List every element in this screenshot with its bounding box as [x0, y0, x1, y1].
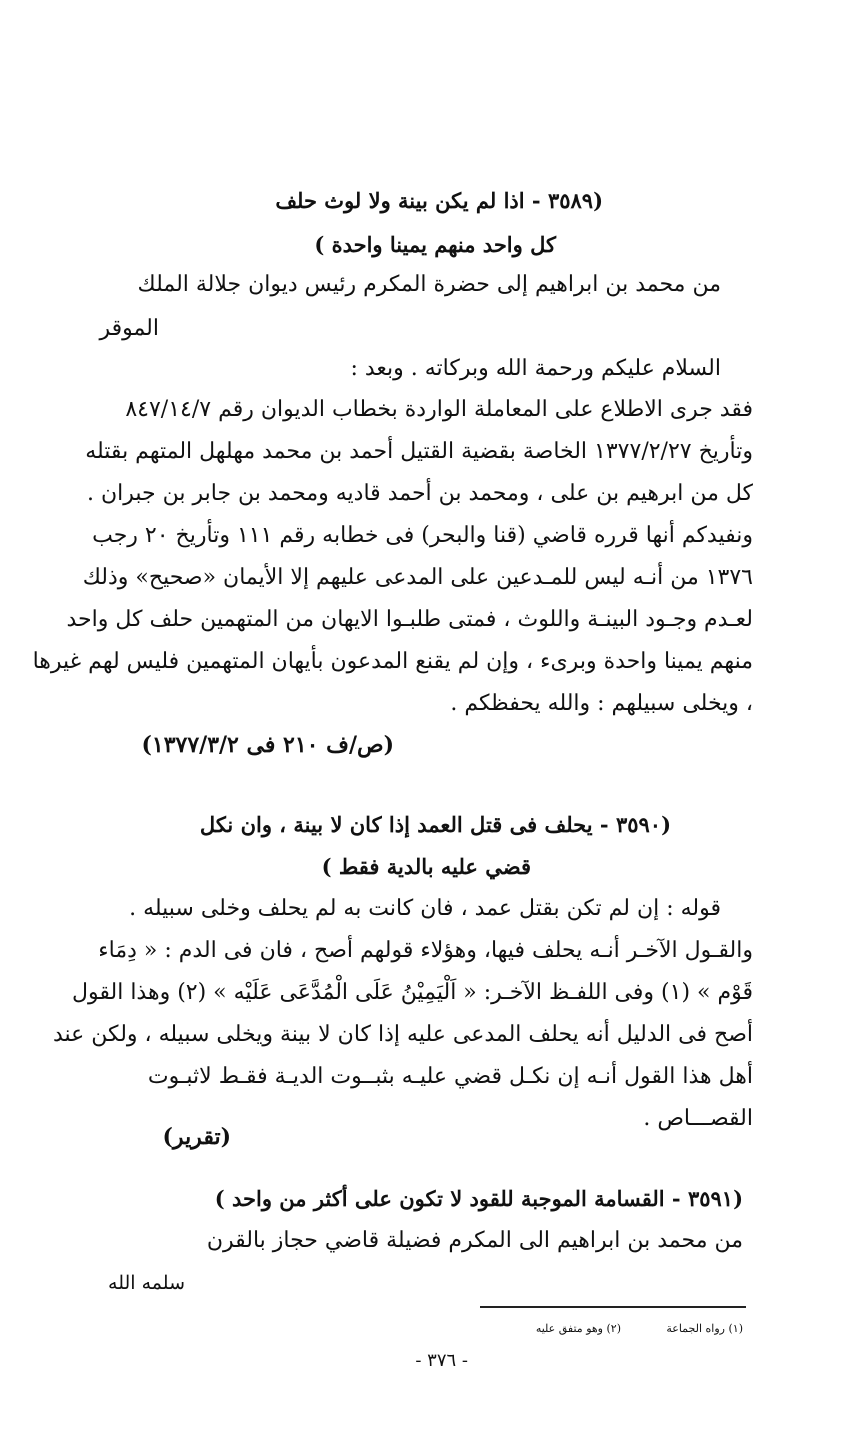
section-3589-body-line-5: ١٣٧٦ من أنـه ليس للمـدعين على المدعى عليهم إلا الأيمان «صحيح» وذلك: [82, 565, 753, 590]
footnote-1: (١) رواه الجماعة: [666, 1322, 743, 1335]
section-3589-reference: (ص/ف ٢١٠ فى ١٣٧٧/٣/٢): [141, 732, 394, 758]
section-3589-body-line-2: وتأريخ ١٣٧٧/٢/٢٧ الخاصة بقضية القتيل أحمد بن محمد مهلهل المتهم بقتله: [85, 439, 753, 464]
footnote-2: (٢) وهو متفق عليه: [535, 1322, 621, 1335]
section-3591-salutation: سلمه الله: [108, 1272, 185, 1294]
section-3590-body-line-1: قوله : إن لم تكن بقتل عمد ، فان كانت به لم يحلف وخلى سبيله .: [129, 896, 721, 921]
section-3589-body-line-1: فقد جرى الاطلاع على المعاملة الواردة بخطاب الديوان رقم ٨٤٧/١٤/٧: [125, 397, 753, 422]
section-3589-body-line-3: كل من ابرهيم بن على ، ومحمد بن أحمد قاديه ومحمد بن جابر بن جبران .: [86, 481, 753, 506]
section-3590-title-line-2: قضي عليه بالدية فقط ): [321, 854, 531, 879]
section-3590-body-line-2: والقـول الآخـر أنـه يحلف فيها، وهؤلاء قولهم أصح ، فان فى الدم : « دِمَاء: [98, 938, 753, 963]
section-3590-body-line-3: قَوْم » (١) وفى اللفـظ الآخـر: « اَلْيَمِيْنُ عَلَى الْمُدَّعَى عَلَيْه » (٢) وهذا القول: [72, 980, 753, 1005]
section-3589-body-line-6: لعـدم وجـود البينـة واللوث ، فمتى طلبـوا الايهان من المتهمين حلف كل واحد: [66, 607, 753, 632]
section-3591-from-line: من محمد بن ابراهيم الى المكرم فضيلة قاضي حجاز بالقرن: [206, 1228, 743, 1253]
section-3590-title-line-1: (٣٥٩٠ - يحلف فى قتل العمد إذا كان لا بينة ، وان نكل: [199, 812, 671, 837]
section-3589-title-line-1: (٣٥٨٩ - اذا لم يكن بينة ولا لوث حلف: [275, 188, 603, 213]
section-3590-body-line-4: أصح فى الدليل أنه يحلف المدعى عليه إذا كان لا بينة ويخلى سبيله ، ولكن عند: [52, 1022, 753, 1047]
section-3589-from-line: من محمد بن ابراهيم إلى حضرة المكرم رئيس ديوان جلالة الملك: [137, 272, 721, 297]
section-3589-greeting: السلام عليكم ورحمة الله وبركاته . وبعد :: [350, 356, 721, 381]
section-3590-body-line-6: القصـــاص .: [643, 1106, 753, 1131]
section-3590-reference: (تقرير): [162, 1124, 231, 1150]
page-number: - ٣٧٦ -: [415, 1350, 468, 1371]
section-3589-title-line-2: كل واحد منهم يمينا واحدة ): [314, 232, 556, 257]
section-3589-body-line-8: ، ويخلى سبيلهم : والله يحفظكم .: [450, 691, 753, 716]
section-3589-body-line-7: منهم يمينا واحدة وبرىء ، وإن لم يقنع المدعون بأيهان المتهمين فليس لهم غيرها: [32, 649, 753, 674]
section-3591-title: (٣٥٩١ - القسامة الموجبة للقود لا تكون على أكثر من واحد ): [214, 1186, 743, 1211]
section-3589-recipient-title: الموقر: [99, 316, 159, 341]
footnote-divider: [480, 1306, 746, 1308]
section-3590-body-line-5: أهل هذا القول أنـه إن نكـل قضي عليـه بثبــوت الديـة فقـط لاثبـوت: [147, 1064, 753, 1089]
section-3589-body-line-4: ونفيدكم أنها قرره قاضي (قنا والبحر) فى خطابه رقم ١١١ وتأريخ ٢٠ رجب: [92, 523, 753, 548]
